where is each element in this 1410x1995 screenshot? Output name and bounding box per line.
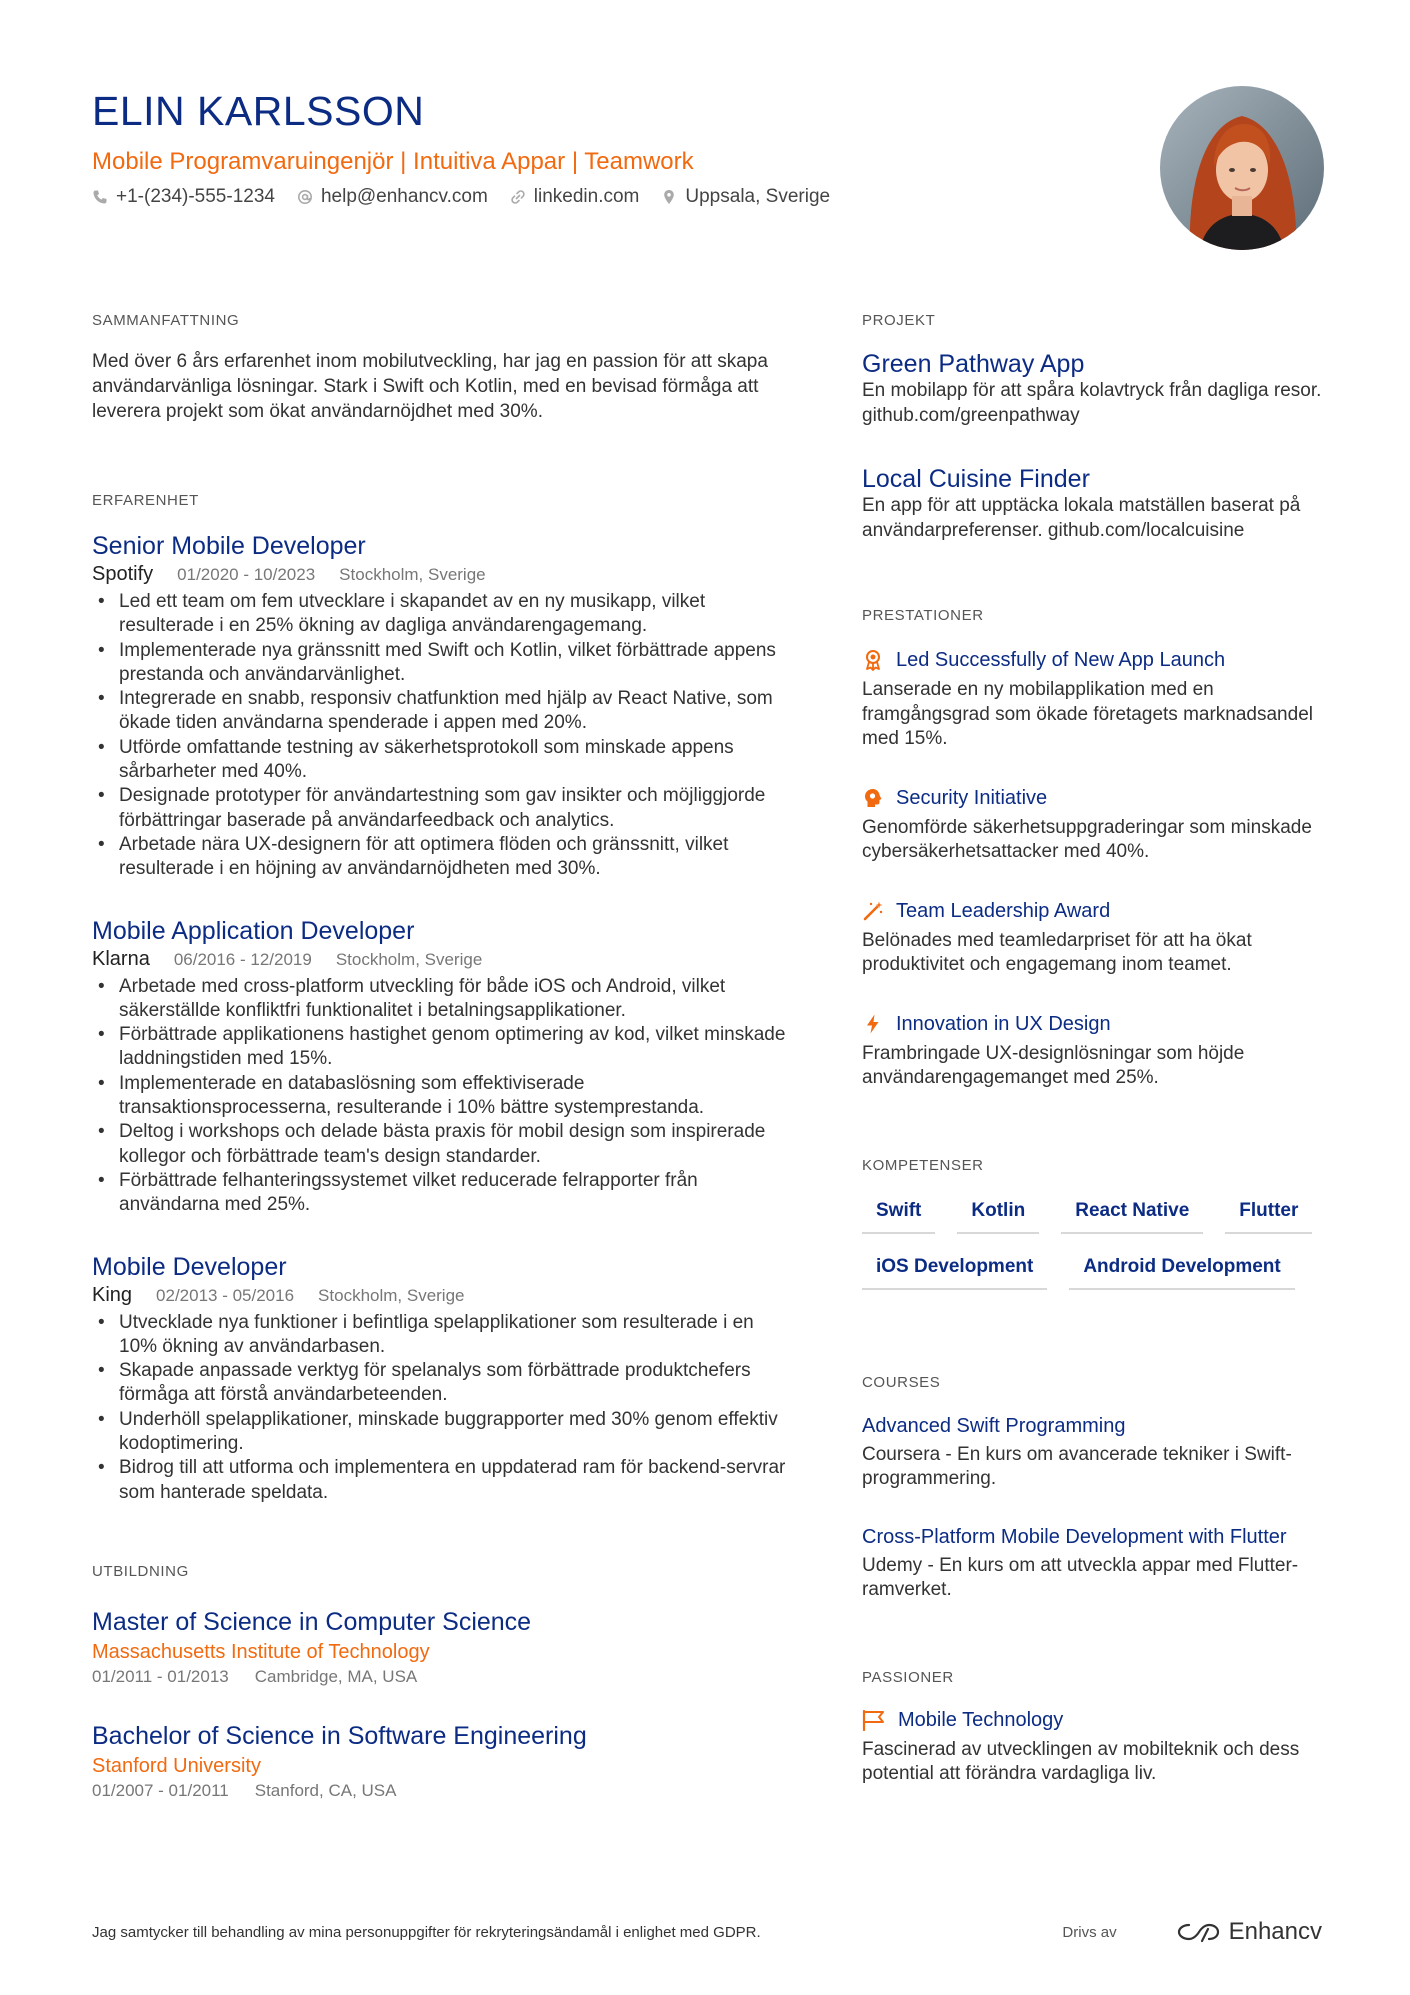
job-bullet: • Utvecklade nya funktioner i befintliga spelapplikationer som resulterade i en 10% ökning av användarbasen.	[92, 1311, 792, 1360]
education-degree: Bachelor of Science in Software Engineering	[92, 1721, 587, 1750]
project-title: Local Cuisine Finder	[862, 465, 1090, 493]
education-school: Stanford University	[92, 1754, 261, 1777]
link-icon	[510, 189, 526, 205]
job-dates: 01/2020 - 10/2023	[177, 565, 316, 584]
contact-email[interactable]	[297, 186, 488, 208]
project-title: Green Pathway App	[862, 350, 1085, 378]
job-bullet: • Designade prototyper för användartestning som gav insikter och möjliggjorde förbättringar baserade på användarfeedback och analytics.	[92, 784, 792, 833]
achievement-title: Team Leadership Award	[896, 899, 1111, 922]
contact-linkedin[interactable]	[510, 186, 640, 208]
courses-section	[862, 1374, 1322, 1603]
lightning-icon	[862, 1013, 884, 1035]
achievement-title: Innovation in UX Design	[896, 1012, 1111, 1035]
right-column	[862, 312, 1322, 1787]
job-bullet: • Deltog i workshops och delade bästa praxis för mobil design som inspirerade kollegor och förbättrade team's design standarder.	[92, 1120, 792, 1169]
contact-row	[92, 186, 830, 208]
job-bullet: • Skapade anpassade verktyg för spelanalys som förbättrade produktchefers förmåga att förstå användarbeteenden.	[92, 1359, 792, 1408]
achievement-desc: Lanserade en ny mobilapplikation med en framgångsgrad som ökade företagets marknadsandel med 15%.	[862, 679, 1313, 749]
project-desc: En app för att upptäcka lokala matställen baserat på användarpreferenser. github.com/localcuisine	[862, 495, 1301, 541]
achievements-section	[862, 607, 1322, 1091]
job-dates: 02/2013 - 05/2016	[156, 1285, 295, 1305]
contact-phone[interactable]	[92, 186, 275, 208]
job-entry	[92, 1252, 792, 1505]
achievement-desc: Frambringade UX-designlösningar som höjde användarengagemanget med 25%.	[862, 1042, 1245, 1088]
job-bullets	[92, 975, 792, 1218]
passion-head	[862, 1706, 1322, 1734]
skill-tag: React Native	[1061, 1190, 1203, 1234]
linkedin-text: linkedin.com	[533, 186, 640, 207]
left-column	[92, 312, 792, 1802]
education-section	[92, 1563, 792, 1802]
job-title: Mobile Application Developer	[92, 916, 415, 945]
summary-section	[92, 312, 792, 424]
project-desc: En mobilapp för att spåra kolavtryck från dagliga resor. github.com/greenpathway	[862, 380, 1322, 426]
education-dates: 01/2007 - 01/2011	[92, 1780, 229, 1800]
passions-section	[862, 1669, 1322, 1787]
job-location: Stockholm, Sverige	[318, 1285, 465, 1305]
course-entry	[862, 1524, 1322, 1603]
achievement-entry	[862, 646, 1322, 752]
education-location: Cambridge, MA, USA	[254, 1666, 418, 1686]
education-dates: 01/2011 - 01/2013	[92, 1666, 229, 1686]
head-idea-icon	[862, 787, 884, 809]
powered-by-label: Drivs av	[1062, 1923, 1117, 1941]
flag-icon	[862, 1709, 886, 1731]
job-bullet: • Förbättrade felhanteringssystemet vilket reducerade felrapporter från användarna med 25%.	[92, 1169, 792, 1218]
candidate-name: ELIN KARLSSON	[92, 88, 425, 134]
skills-heading: KOMPETENSER	[862, 1156, 984, 1174]
contact-location	[661, 186, 830, 208]
course-desc: Coursera - En kurs om avancerade tekniker i Swift-programmering.	[862, 1443, 1292, 1489]
passion-desc: Fascinerad av utvecklingen av mobilteknik och dess potential att förändra vardagliga liv.	[862, 1738, 1300, 1784]
experience-section	[92, 492, 792, 1505]
course-entry	[862, 1413, 1322, 1492]
job-meta	[92, 561, 792, 588]
education-heading: UTBILDNING	[92, 1562, 189, 1580]
skill-tag: Swift	[862, 1190, 935, 1234]
job-bullet: • Arbetade med cross-platform utveckling för både iOS och Android, vilket säkerställde konfliktfri funktionalitet i betalningsapplikationer.	[92, 975, 792, 1024]
education-meta	[92, 1780, 792, 1802]
job-entry	[92, 916, 792, 1218]
gdpr-consent: Jag samtycker till behandling av mina personuppgifter för rekryteringsändamål i enlighet med GDPR.	[92, 1923, 761, 1941]
education-entry	[92, 1606, 792, 1688]
course-title: Cross-Platform Mobile Development with Flutter	[862, 1525, 1287, 1548]
achievement-entry	[862, 1010, 1322, 1091]
education-location: Stanford, CA, USA	[254, 1780, 397, 1800]
education-school: Massachusetts Institute of Technology	[92, 1640, 430, 1663]
summary-text: Med över 6 års erfarenhet inom mobilutveckling, har jag en passion för att skapa användarvänliga lösningar. Stark i Swift och Kotlin, med en bevisad förmåga att leverera projekt som ökat användarnöjdhet med 30%.	[92, 351, 768, 422]
skills-list	[862, 1190, 1322, 1302]
experience-heading: ERFARENHET	[92, 492, 199, 509]
job-location: Stockholm, Sverige	[339, 565, 486, 584]
skill-tag: Flutter	[1225, 1190, 1312, 1234]
skill-tag: Android Development	[1069, 1246, 1294, 1290]
job-company: Spotify	[92, 563, 154, 585]
candidate-subtitle: Mobile Programvaruingenjör | Intuitiva Appar | Teamwork	[92, 148, 694, 175]
job-meta	[92, 946, 792, 973]
education-meta	[92, 1666, 792, 1688]
job-bullet: • Arbetade nära UX-designern för att optimera flöden och gränssnitt, vilket resulterade i en höjning av användarnöjdheten med 30%.	[92, 833, 792, 882]
job-bullet: • Utförde omfattande testning av säkerhetsprotokoll som minskade appens sårbarheter med 40%.	[92, 736, 792, 785]
job-dates: 06/2016 - 12/2019	[173, 949, 312, 969]
job-meta	[92, 1282, 792, 1309]
skills-section	[862, 1157, 1322, 1302]
job-bullet: • Integrerade en snabb, responsiv chatfunktion med hjälp av React Native, som ökade tiden användarna spenderade i appen med 20%.	[92, 687, 792, 736]
job-bullet: • Led ett team om fem utvecklare i skapandet av en ny musikapp, vilket resulterade i en 25% ökning av dagliga användarengagemang.	[92, 590, 792, 639]
enhancv-logo-icon	[1175, 1919, 1221, 1945]
job-location: Stockholm, Sverige	[335, 949, 483, 969]
email-text: help@enhancv.com	[320, 186, 488, 207]
job-company: Klarna	[92, 947, 150, 970]
education-degree: Master of Science in Computer Science	[92, 1607, 532, 1636]
achievement-head	[862, 1010, 1322, 1038]
projects-heading: PROJEKT	[862, 312, 936, 329]
magic-wand-icon	[862, 900, 884, 922]
course-desc: Udemy - En kurs om att utveckla appar med Flutter-ramverket.	[862, 1554, 1299, 1600]
job-bullet: • Bidrog till att utforma och implementera en uppdaterad ram för backend-servrar som hanterade speldata.	[92, 1456, 792, 1505]
skill-tag: Kotlin	[957, 1190, 1039, 1234]
projects-section	[862, 312, 1322, 543]
achievement-entry	[862, 897, 1322, 978]
achievement-desc: Genomförde säkerhetsuppgraderingar som minskade cybersäkerhetsattacker med 40%.	[862, 816, 1312, 862]
job-company: King	[92, 1283, 133, 1306]
job-entry	[92, 531, 792, 882]
job-bullet: • Implementerade nya gränssnitt med Swift och Kotlin, vilket förbättrade appens prestanda och användarvänlighet.	[92, 639, 792, 688]
job-bullet: • Underhöll spelapplikationer, minskade buggrapporter med 30% genom effektiv kodoptimering.	[92, 1408, 792, 1457]
enhancv-logo-text: Enhancv	[1228, 1918, 1322, 1945]
courses-heading: COURSES	[862, 1373, 941, 1391]
project-entry	[862, 349, 1322, 428]
profile-photo	[1160, 86, 1324, 250]
job-bullets	[92, 1311, 792, 1505]
award-icon	[862, 649, 884, 671]
achievement-title: Security Initiative	[896, 786, 1048, 809]
at-icon	[297, 189, 313, 205]
course-title: Advanced Swift Programming	[862, 1414, 1126, 1437]
achievements-heading: PRESTATIONER	[862, 607, 984, 624]
achievement-head	[862, 784, 1322, 812]
achievement-title: Led Successfully of New App Launch	[896, 649, 1226, 671]
job-title: Mobile Developer	[92, 1252, 287, 1281]
phone-icon	[92, 189, 108, 205]
footer	[92, 1918, 1322, 1946]
project-entry	[862, 464, 1322, 543]
achievement-head	[862, 897, 1322, 925]
job-bullet: • Förbättrade applikationens hastighet genom optimering av kod, vilket minskade laddningstiden med 15%.	[92, 1023, 792, 1072]
location-text: Uppsala, Sverige	[685, 186, 831, 207]
job-title: Senior Mobile Developer	[92, 532, 366, 560]
job-bullets	[92, 590, 792, 882]
education-entry	[92, 1720, 792, 1802]
enhancv-logo[interactable]	[1175, 1918, 1322, 1946]
job-bullet: • Implementerade en databaslösning som effektiviserade transaktionsprocesserna, resulterande i 10% bättre systemprestanda.	[92, 1072, 792, 1121]
achievement-desc: Belönades med teamledarpriset för att ha ökat produktivitet och engagemang inom teamet.	[862, 929, 1252, 975]
passions-heading: PASSIONER	[862, 1668, 954, 1686]
phone-text: +1-(234)-555-1234	[116, 186, 275, 207]
achievement-head	[862, 646, 1322, 674]
location-pin-icon	[661, 189, 677, 205]
skill-tag: iOS Development	[862, 1246, 1047, 1290]
summary-heading: SAMMANFATTNING	[92, 312, 240, 329]
passion-title: Mobile Technology	[898, 1708, 1064, 1731]
achievement-entry	[862, 784, 1322, 865]
